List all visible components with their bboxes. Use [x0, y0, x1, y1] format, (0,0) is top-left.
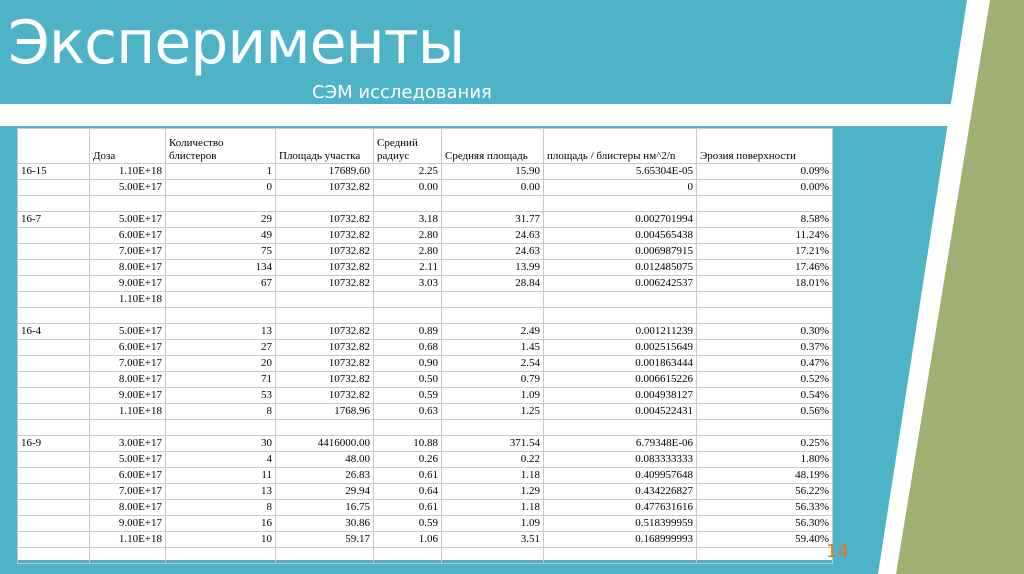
table-cell: 0.006987915	[544, 244, 697, 260]
table-cell	[18, 420, 90, 436]
table-row	[18, 308, 833, 324]
table-cell: 10732.82	[276, 340, 374, 356]
table-row	[18, 212, 833, 228]
table-cell: 8	[166, 500, 276, 516]
table-cell	[544, 292, 697, 308]
table-row	[18, 324, 833, 340]
table-row	[18, 548, 833, 564]
table-cell: 0.477631616	[544, 500, 697, 516]
table-cell: 11	[166, 468, 276, 484]
table-cell	[276, 548, 374, 564]
table-cell	[697, 292, 833, 308]
table-row	[18, 180, 833, 196]
table-cell: 10.88	[374, 436, 442, 452]
table-cell: 0.37%	[697, 340, 833, 356]
table-cell: 15.90	[442, 164, 544, 180]
table-cell: 10732.82	[276, 324, 374, 340]
table-cell: 3.51	[442, 532, 544, 548]
column-header: Средняя площадь	[442, 129, 544, 164]
table-cell: 3.18	[374, 212, 442, 228]
table-cell: 16-15	[18, 164, 90, 180]
table-cell: 0.00	[374, 180, 442, 196]
table-cell	[90, 308, 166, 324]
table-row	[18, 532, 833, 548]
table-cell: 17689.60	[276, 164, 374, 180]
table-row	[18, 340, 833, 356]
table-cell: 6.00E+17	[90, 468, 166, 484]
table-cell: 0.004938127	[544, 388, 697, 404]
table-cell: 16	[166, 516, 276, 532]
table-cell: 17.21%	[697, 244, 833, 260]
table-row	[18, 388, 833, 404]
table-row	[18, 356, 833, 372]
table-cell	[90, 548, 166, 564]
table-cell: 0.47%	[697, 356, 833, 372]
table-cell: 0.09%	[697, 164, 833, 180]
table-row	[18, 404, 833, 420]
table-cell	[18, 180, 90, 196]
table-cell: 3.03	[374, 276, 442, 292]
data-table-panel	[17, 128, 832, 560]
table-cell: 26.83	[276, 468, 374, 484]
table-cell: 0.434226827	[544, 484, 697, 500]
table-cell	[18, 548, 90, 564]
table-cell: 29	[166, 212, 276, 228]
table-cell	[544, 308, 697, 324]
table-cell: 0.006242537	[544, 276, 697, 292]
table-cell	[18, 340, 90, 356]
table-cell: 5.00E+17	[90, 324, 166, 340]
table-cell: 53	[166, 388, 276, 404]
table-row	[18, 452, 833, 468]
table-cell: 0.89	[374, 324, 442, 340]
sem-results-table	[17, 128, 833, 564]
table-row	[18, 500, 833, 516]
table-cell: 0.26	[374, 452, 442, 468]
table-cell: 0.001211239	[544, 324, 697, 340]
table-cell: 7.00E+17	[90, 244, 166, 260]
table-cell: 24.63	[442, 244, 544, 260]
table-cell: 1.25	[442, 404, 544, 420]
table-cell: 0.001863444	[544, 356, 697, 372]
table-cell: 28.84	[442, 276, 544, 292]
table-cell: 75	[166, 244, 276, 260]
table-cell	[90, 420, 166, 436]
table-row	[18, 436, 833, 452]
table-cell: 6.00E+17	[90, 340, 166, 356]
table-cell: 20	[166, 356, 276, 372]
table-cell: 0.004565438	[544, 228, 697, 244]
table-cell	[18, 260, 90, 276]
table-row	[18, 420, 833, 436]
table-cell	[166, 420, 276, 436]
table-cell: 29.94	[276, 484, 374, 500]
table-row	[18, 292, 833, 308]
table-cell: 0.004522431	[544, 404, 697, 420]
table-cell: 4416000.00	[276, 436, 374, 452]
slide-title: Эксперименты	[8, 8, 465, 78]
table-cell	[18, 468, 90, 484]
table-cell: 1.10E+18	[90, 164, 166, 180]
table-row	[18, 228, 833, 244]
table-cell: 8.00E+17	[90, 500, 166, 516]
table-cell	[18, 372, 90, 388]
table-cell: 10732.82	[276, 276, 374, 292]
table-cell: 1768.96	[276, 404, 374, 420]
table-cell	[18, 388, 90, 404]
table-cell: 2.80	[374, 244, 442, 260]
table-cell: 0.409957648	[544, 468, 697, 484]
table-cell: 0.68	[374, 340, 442, 356]
table-cell: 67	[166, 276, 276, 292]
table-cell: 10732.82	[276, 228, 374, 244]
table-cell	[276, 308, 374, 324]
table-cell	[374, 420, 442, 436]
table-cell: 1.29	[442, 484, 544, 500]
table-cell: 56.22%	[697, 484, 833, 500]
table-cell	[276, 196, 374, 212]
table-cell: 1.10E+18	[90, 292, 166, 308]
table-cell	[697, 420, 833, 436]
table-cell: 9.00E+17	[90, 388, 166, 404]
table-cell: 2.25	[374, 164, 442, 180]
table-cell: 0.61	[374, 500, 442, 516]
table-cell	[18, 276, 90, 292]
table-cell: 0.25%	[697, 436, 833, 452]
table-cell: 0.006615226	[544, 372, 697, 388]
table-cell: 13	[166, 484, 276, 500]
table-cell: 7.00E+17	[90, 356, 166, 372]
table-cell: 1.06	[374, 532, 442, 548]
table-body	[18, 164, 833, 564]
table-cell	[442, 292, 544, 308]
table-cell: 10732.82	[276, 388, 374, 404]
column-header: Количество блистеров	[166, 129, 276, 164]
table-cell: 8.58%	[697, 212, 833, 228]
table-cell: 27	[166, 340, 276, 356]
table-cell: 10732.82	[276, 356, 374, 372]
table-cell: 0.79	[442, 372, 544, 388]
column-header: Эрозия поверхности	[697, 129, 833, 164]
column-header: Доза	[90, 129, 166, 164]
page-number: 14	[826, 541, 849, 562]
table-cell: 8	[166, 404, 276, 420]
table-cell: 11.24%	[697, 228, 833, 244]
table-cell: 59.17	[276, 532, 374, 548]
table-cell: 1.18	[442, 468, 544, 484]
table-cell	[166, 292, 276, 308]
table-cell: 56.33%	[697, 500, 833, 516]
table-cell	[18, 500, 90, 516]
table-cell: 1.10E+18	[90, 532, 166, 548]
table-cell: 1	[166, 164, 276, 180]
table-cell: 13	[166, 324, 276, 340]
table-cell: 10732.82	[276, 212, 374, 228]
table-row	[18, 484, 833, 500]
table-cell: 0.168999993	[544, 532, 697, 548]
table-cell: 10	[166, 532, 276, 548]
table-cell: 0.56%	[697, 404, 833, 420]
table-cell: 0.22	[442, 452, 544, 468]
table-cell	[374, 196, 442, 212]
table-cell: 0.59	[374, 516, 442, 532]
table-cell	[18, 244, 90, 260]
table-cell	[18, 516, 90, 532]
table-cell	[18, 292, 90, 308]
table-cell	[442, 548, 544, 564]
table-cell: 48.19%	[697, 468, 833, 484]
table-cell: 10732.82	[276, 260, 374, 276]
table-cell: 10732.82	[276, 180, 374, 196]
table-cell	[276, 420, 374, 436]
table-cell: 134	[166, 260, 276, 276]
table-cell: 59.40%	[697, 532, 833, 548]
table-cell: 6.00E+17	[90, 228, 166, 244]
table-cell	[18, 484, 90, 500]
slide-subtitle: СЭМ исследования	[312, 82, 492, 103]
table-cell: 16-9	[18, 436, 90, 452]
table-cell: 0.90	[374, 356, 442, 372]
table-cell: 0.002515649	[544, 340, 697, 356]
table-cell: 0	[166, 180, 276, 196]
column-header	[18, 129, 90, 164]
table-cell: 8.00E+17	[90, 260, 166, 276]
table-cell	[544, 420, 697, 436]
table-cell: 49	[166, 228, 276, 244]
table-cell	[18, 196, 90, 212]
table-cell	[442, 308, 544, 324]
table-cell: 56.30%	[697, 516, 833, 532]
column-header: Средний радиус	[374, 129, 442, 164]
table-cell: 0.61	[374, 468, 442, 484]
table-cell: 0	[544, 180, 697, 196]
table-cell	[697, 548, 833, 564]
table-cell: 0.54%	[697, 388, 833, 404]
table-cell: 9.00E+17	[90, 276, 166, 292]
table-cell	[90, 196, 166, 212]
table-cell: 71	[166, 372, 276, 388]
table-cell	[697, 196, 833, 212]
table-cell: 3.00E+17	[90, 436, 166, 452]
table-cell: 31.77	[442, 212, 544, 228]
table-cell	[166, 548, 276, 564]
table-cell: 0.52%	[697, 372, 833, 388]
table-cell: 2.49	[442, 324, 544, 340]
table-cell: 0.64	[374, 484, 442, 500]
table-row	[18, 196, 833, 212]
table-cell	[18, 356, 90, 372]
table-cell: 0.518399959	[544, 516, 697, 532]
table-cell	[442, 196, 544, 212]
table-header-row	[18, 129, 833, 164]
table-cell: 1.80%	[697, 452, 833, 468]
table-cell	[374, 292, 442, 308]
table-cell: 1.45	[442, 340, 544, 356]
table-cell	[544, 196, 697, 212]
table-cell	[166, 308, 276, 324]
table-cell: 16.75	[276, 500, 374, 516]
table-cell: 48.00	[276, 452, 374, 468]
table-cell: 0.002701994	[544, 212, 697, 228]
table-cell: 5.00E+17	[90, 212, 166, 228]
table-cell: 5.00E+17	[90, 180, 166, 196]
table-cell: 9.00E+17	[90, 516, 166, 532]
table-cell: 8.00E+17	[90, 372, 166, 388]
table-cell: 30	[166, 436, 276, 452]
table-cell	[276, 292, 374, 308]
column-header: площадь / блистеры нм^2/n	[544, 129, 697, 164]
table-cell: 16-4	[18, 324, 90, 340]
table-cell	[18, 532, 90, 548]
table-cell: 10732.82	[276, 244, 374, 260]
table-cell: 371.54	[442, 436, 544, 452]
table-row	[18, 244, 833, 260]
table-cell: 24.63	[442, 228, 544, 244]
table-cell: 13.99	[442, 260, 544, 276]
table-row	[18, 372, 833, 388]
table-cell: 18.01%	[697, 276, 833, 292]
table-cell	[18, 452, 90, 468]
table-cell: 1.10E+18	[90, 404, 166, 420]
table-cell: 2.80	[374, 228, 442, 244]
table-cell: 30.86	[276, 516, 374, 532]
table-row	[18, 260, 833, 276]
table-cell	[697, 308, 833, 324]
table-cell: 16-7	[18, 212, 90, 228]
table-cell: 0.00	[442, 180, 544, 196]
table-cell: 0.30%	[697, 324, 833, 340]
table-cell: 1.09	[442, 516, 544, 532]
table-row	[18, 516, 833, 532]
table-cell: 10732.82	[276, 372, 374, 388]
table-cell	[544, 548, 697, 564]
table-cell	[18, 308, 90, 324]
table-cell: 2.54	[442, 356, 544, 372]
table-cell: 6.79348E-06	[544, 436, 697, 452]
table-cell: 5.65304E-05	[544, 164, 697, 180]
table-cell: 1.18	[442, 500, 544, 516]
table-cell: 7.00E+17	[90, 484, 166, 500]
table-cell	[166, 196, 276, 212]
table-cell	[18, 404, 90, 420]
table-row	[18, 276, 833, 292]
table-cell	[374, 548, 442, 564]
table-row	[18, 164, 833, 180]
table-cell: 2.11	[374, 260, 442, 276]
table-cell: 0.50	[374, 372, 442, 388]
table-cell: 1.09	[442, 388, 544, 404]
table-row	[18, 468, 833, 484]
table-cell	[374, 308, 442, 324]
table-cell: 0.63	[374, 404, 442, 420]
table-cell	[442, 420, 544, 436]
column-header: Площадь участка	[276, 129, 374, 164]
table-cell: 0.59	[374, 388, 442, 404]
table-cell: 17.46%	[697, 260, 833, 276]
table-cell: 4	[166, 452, 276, 468]
table-cell: 5.00E+17	[90, 452, 166, 468]
table-cell: 0.012485075	[544, 260, 697, 276]
table-cell	[18, 228, 90, 244]
table-cell: 0.00%	[697, 180, 833, 196]
table-cell: 0.083333333	[544, 452, 697, 468]
